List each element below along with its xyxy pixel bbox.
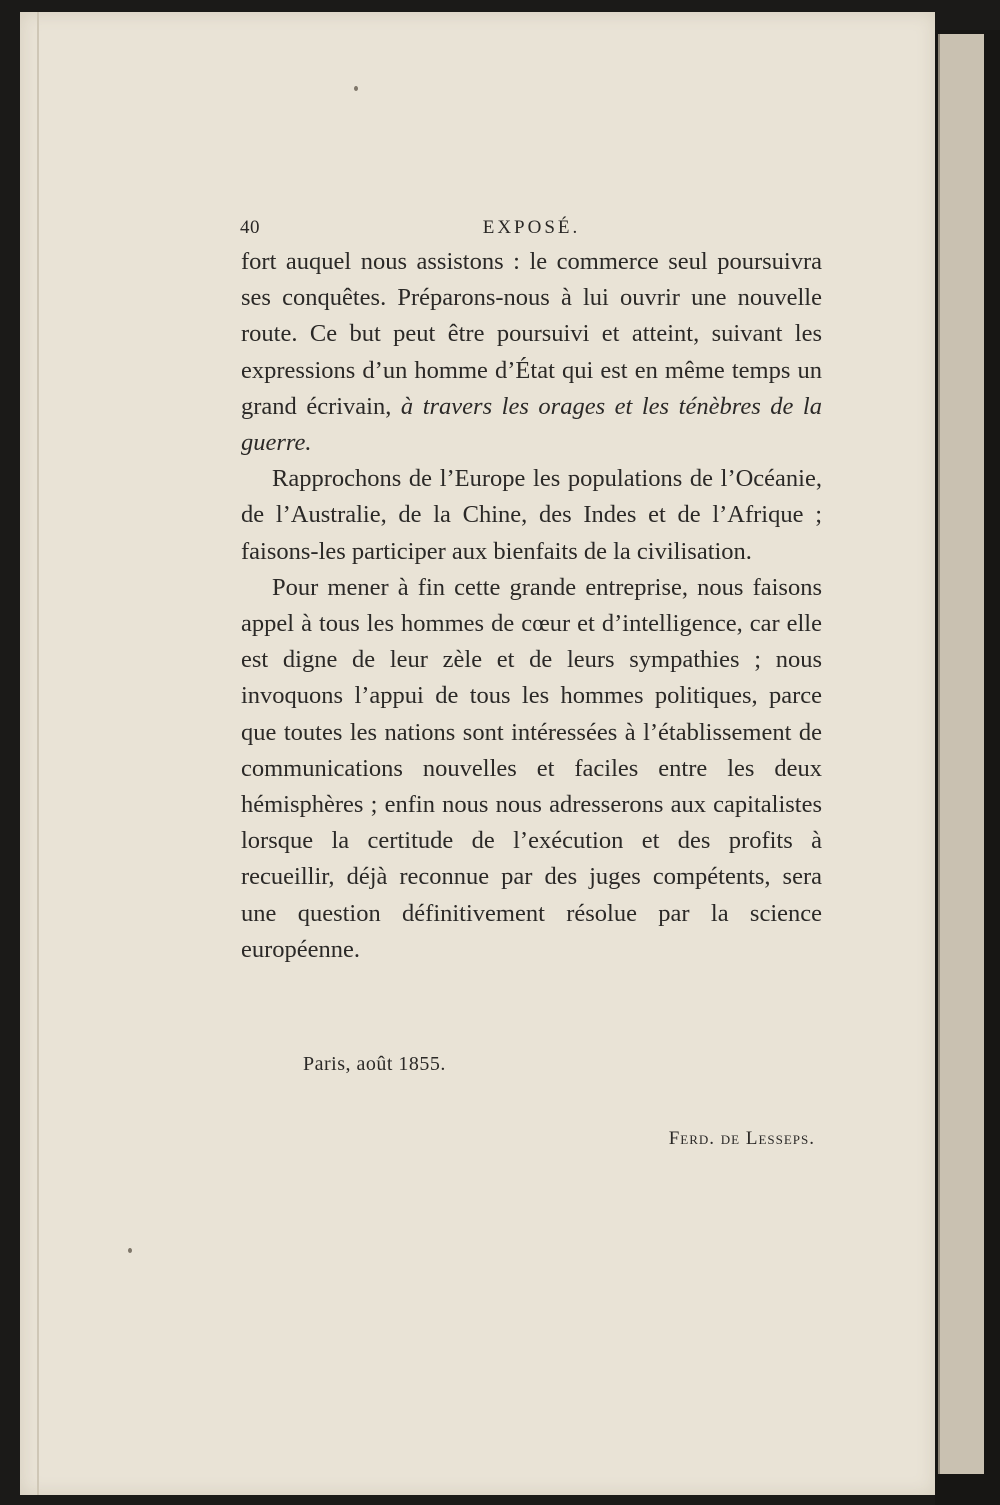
page-header <box>239 214 824 242</box>
page-number: 40 <box>240 217 260 238</box>
author-signature: Ferd. de Lesseps. <box>668 1128 815 1149</box>
running-title: EXPOSÉ. <box>482 217 581 238</box>
paragraph-2: Rapprochons de l’Europe les populations de l’Océanie, de l’Australie, de la Chine, des Indes et de l’Afrique ; faisons-les participer aux bienfaits de la civilisation. <box>241 465 822 565</box>
paragraph-3: Pour mener à fin cette grande entreprise, nous faisons appel à tous les hommes de cœur et d’intelligence, car elle est digne de leur zèle et de leurs sympathies ; nous invoquons l’appui de tous les hommes politiques, parce que toutes les nations sont intéressées à l’établissement de communications nouvelles et faciles entre les deux hémisphères ; enfin nous nous adresserons aux capitalistes lorsque la certitude de l’exécution et des profits à recueillir, déjà reconnue par des juges compétents, sera une question définitivement résolue par la science européenne. <box>241 573 822 963</box>
main-text <box>241 244 822 968</box>
ink-speck <box>354 86 358 91</box>
ink-speck <box>128 1248 132 1253</box>
place-and-date: Paris, août 1855. <box>303 1053 446 1075</box>
paragraph-1 <box>241 244 822 461</box>
adjacent-page-edge <box>938 34 984 1474</box>
paragraph-1-text: fort auquel nous assistons : le commerce seul poursuivra ses conquêtes. Préparons-nous à lui ouvrir une nouvelle route. Ce but peut être poursuivi et atteint, suivant les expressions d’un homme d’État qui est en même temps un grand écrivain, <box>241 248 822 420</box>
italic-quotation: à travers les orages et les ténèbres de la guerre. <box>241 392 822 457</box>
gutter-line <box>37 12 39 1495</box>
